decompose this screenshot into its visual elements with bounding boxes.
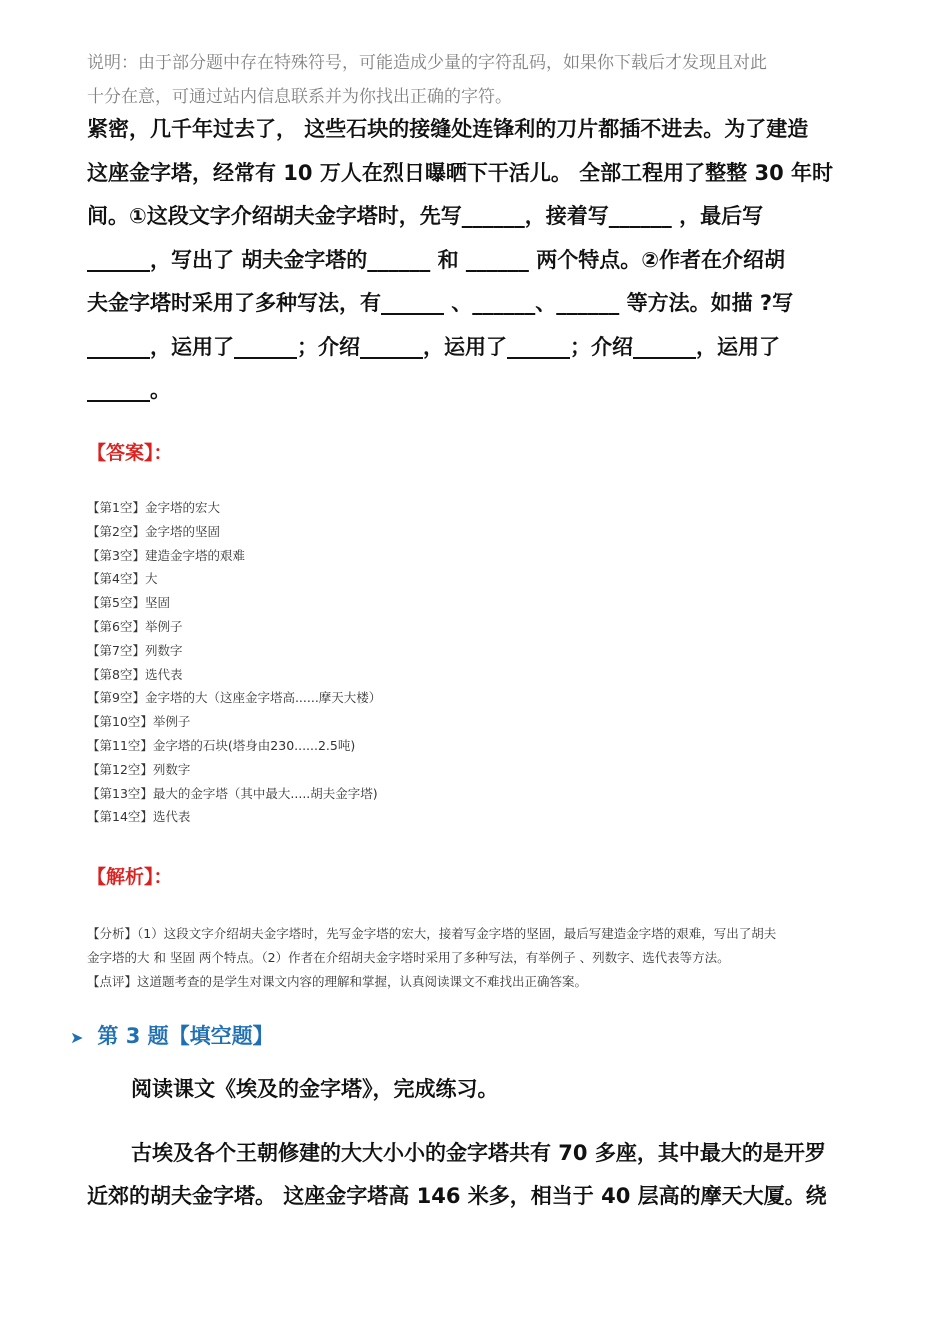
disclaimer-note [87, 46, 867, 114]
answer-item: 【第7空】列数字 [87, 642, 183, 658]
answer-item: 【第9空】金字塔的大（这座金字塔高......摩天大楼） [87, 690, 382, 706]
passage-line: 近郊的胡夫金字塔。 这座金字塔高 146 米多，相当于 40 层高的摩天大厦。绕 [87, 1184, 827, 1208]
analysis-label: 【解析】： [87, 866, 173, 888]
question-3-passage [87, 1068, 867, 1219]
chevron-right-icon: ➤ [70, 1028, 84, 1047]
disclaimer-line: 十分在意，可通过站内信息联系并为你找出正确的字符。 [87, 87, 512, 107]
answer-label: 【答案】： [87, 442, 173, 464]
answer-item: 【第3空】建造金字塔的艰难 [87, 547, 245, 563]
question-3-title: 第 3 题【填空题】 [97, 1024, 274, 1048]
answer-item: 【第2空】金字塔的坚固 [87, 523, 220, 539]
analysis-line: 【点评】这道题考查的是学生对课文内容的理解和掌握，认真阅读课文不难找出正确答案。 [87, 973, 588, 989]
question-line: 这座金字塔，经常有 10 万人在烈日曝晒下干活儿。 全部工程用了整整 30 年时 [87, 160, 833, 185]
answer-item: 【第1空】金字塔的宏大 [87, 500, 220, 515]
question-line: ______，写出了 胡夫金字塔的______ 和 ______ 两个特点。②作者在介绍胡 [87, 247, 786, 272]
answer-item: 【第12空】列数字 [87, 761, 191, 777]
passage-line: 古埃及各个王朝修建的大大小小的金字塔共有 70 多座，其中最大的是开罗 [131, 1140, 826, 1165]
answer-list [87, 496, 867, 829]
analysis-line: 金字塔的大 和 坚固 两个特点。（2）作者在介绍胡夫金字塔时采用了多种写法，有举例子 、列数字、选代表等方法。 [87, 949, 730, 965]
answer-item: 【第14空】选代表 [87, 809, 191, 825]
answer-item: 【第4空】大 [87, 571, 158, 587]
answer-item: 【第11空】金字塔的石块(塔身由230......2.5吨) [87, 737, 356, 753]
analysis-text [87, 922, 867, 993]
answer-item: 【第13空】最大的金字塔（其中最大.....胡夫金字塔) [87, 785, 378, 801]
question-line: ______，运用了______；介绍______，运用了______；介绍______，运用了 [87, 334, 780, 359]
analysis-line: 【分析】（1）这段文字介绍胡夫金字塔时，先写金字塔的宏大，接着写金字塔的坚固，最后写建造金字塔的艰难，写出了胡夫 [87, 926, 777, 941]
question-3-heading [70, 1020, 274, 1050]
question-text [87, 108, 867, 413]
disclaimer-line: 说明：由于部分题中存在特殊符号，可能造成少量的字符乱码，如果你下载后才发现且对此 [87, 53, 767, 73]
answer-item: 【第10空】举例子 [87, 714, 191, 730]
answer-item: 【第6空】举例子 [87, 618, 183, 634]
question-line: 紧密，几千年过去了， 这些石块的接缝处连锋利的刀片都插不进去。为了建造 [87, 117, 809, 141]
question-line: 夫金字塔时采用了多种写法，有______ 、______、______ 等方法。如描 ?写 [87, 291, 794, 315]
answer-item: 【第8空】选代表 [87, 666, 183, 682]
question-line: ______。 [87, 378, 171, 402]
question-line: 间。①这段文字介绍胡夫金字塔时，先写______，接着写______ ，最后写 [87, 204, 764, 228]
answer-item: 【第5空】坚固 [87, 595, 170, 611]
question-3-instruction: 阅读课文《埃及的金字塔》，完成练习。 [131, 1077, 499, 1101]
